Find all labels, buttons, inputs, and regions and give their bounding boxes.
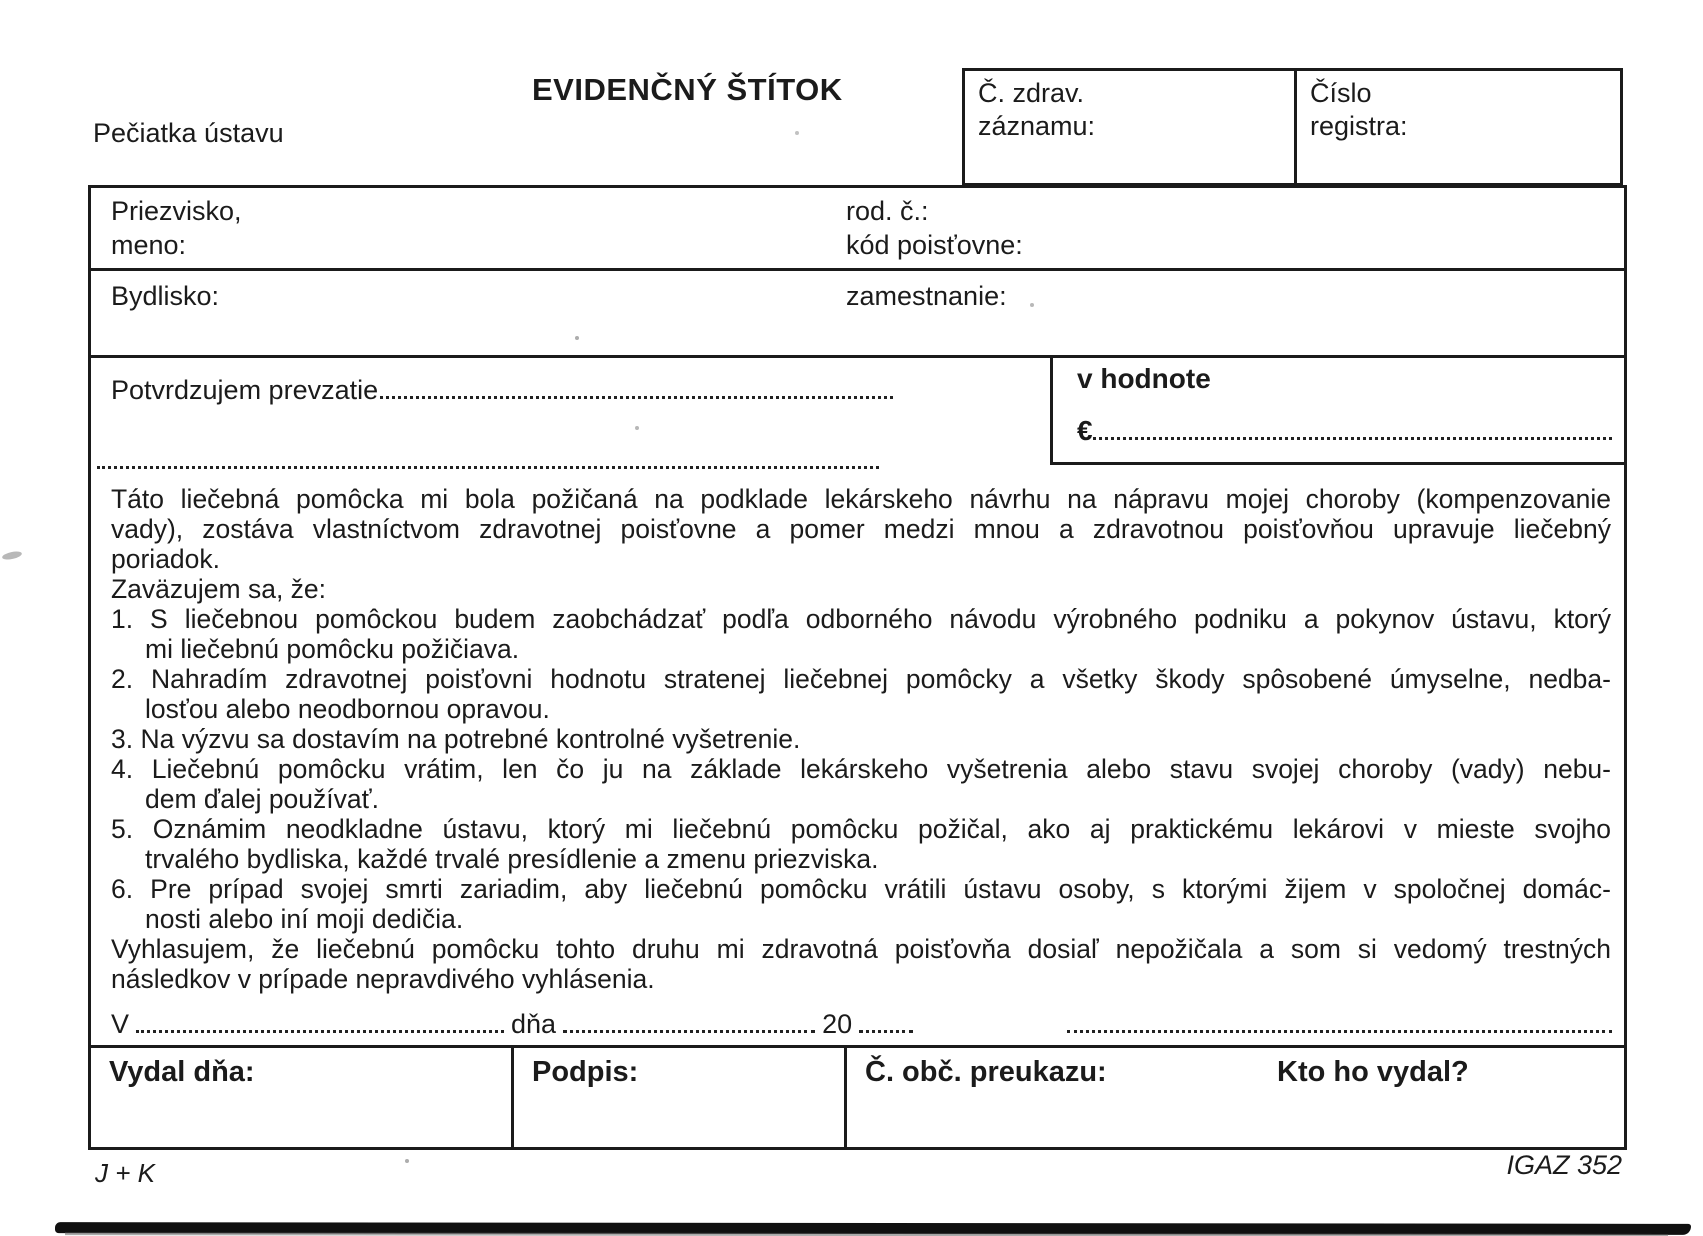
id-card-label: Č. obč. preukazu: [865,1056,1107,1088]
signature-label: Podpis: [532,1056,639,1088]
legal-text-line: následkov v prípade nepravdivého vyhlásenia. [111,964,655,994]
place-prefix-label: V [111,1009,130,1039]
issued-on-cell [91,1048,514,1147]
health-record-number-box [965,71,1297,183]
health-record-label-line1: Č. zdrav. [978,78,1085,108]
legal-text-block [111,484,1611,994]
name-row [91,188,1624,271]
legal-text-line: dem ďalej používať. [145,784,379,814]
birth-insurer-labels [846,194,1023,262]
register-label-line2: registra: [1310,111,1408,141]
occupation-label: zamestnanie: [846,281,1007,311]
signature-dotted-line [1067,1008,1612,1033]
value-box [1050,355,1624,465]
dotted-fill-line [563,1008,815,1033]
dotted-fill-line [859,1008,913,1033]
euro-amount-line [1077,415,1612,447]
id-card-cell [847,1048,1624,1147]
residence-row [91,271,1624,358]
legal-text-line: poriadok. [111,544,221,574]
legal-text-line: 5. Oznámim neodkladne ústavu, ktorý mi liečebnú pomôcku požičal, ako aj praktickému lekárovi v mieste svojho [111,814,1611,844]
stamp-area-label: Pečiatka ústavu [93,118,284,148]
value-label: v hodnote [1077,363,1211,394]
legal-text-line: 3. Na výzvu sa dostavím na potrebné kontrolné vyšetrenie. [111,724,801,754]
issued-on-label: Vydal dňa: [109,1056,255,1088]
dotted-fill-line [136,1008,504,1033]
health-record-label-line2: záznamu: [978,111,1096,141]
legal-text-line: losťou alebo neodbornou opravou. [145,694,550,724]
dotted-fill-line [1093,415,1612,440]
euro-symbol: € [1077,415,1093,446]
form-code: IGAZ 352 [1506,1150,1622,1180]
scan-speck-artifacts [575,336,579,340]
header-boxes [962,68,1623,186]
legal-text-line: Táto liečebná pomôcka mi bola požičaná na podklade lekárskeho návrhu na nápravu mojej choroby (kompenzovanie [111,484,1611,514]
page-title: EVIDENČNÝ ŠTÍTOK [532,72,843,107]
year-prefix-label: 20 [822,1009,853,1039]
confirm-receipt-label: Potvrdzujem prevzatie [111,375,379,405]
legal-text-line: 4. Liečebnú pomôcku vrátim, len čo ju na základe lekárskeho vyšetrenia alebo stavu svojej choroby (vady) nebu- [111,754,1611,784]
issuer-label: Kto ho vydal? [1277,1056,1469,1088]
main-form-box [88,185,1627,1150]
signature-cell [514,1048,847,1147]
surname-name-label: Priezvisko, meno: [111,196,242,260]
legal-text-line: vady), zostáva vlastníctvom zdravotnej poisťovne a pomer medzi mnou a zdravotnou poisťovňou upravuje liečebný [111,514,1611,544]
legal-text-line: nosti alebo iní moji dedičia. [145,904,464,934]
dotted-fill-line [380,374,893,399]
insurer-code-label: kód poisťovne: [846,230,1023,260]
legal-text-line: 6. Pre prípad svojej smrti zariadim, aby liečebnú pomôcku vrátili ústavu osoby, s ktorými žijem v spoločnej domác- [111,874,1611,904]
confirm-receipt-line [111,374,893,406]
register-number-box [1297,71,1620,183]
legal-text-line: mi liečebnú pomôcku požičiava. [145,634,520,664]
legal-text-line: Vyhlasujem, že liečebnú pomôcku tohto druhu mi zdravotná poisťovňa dosiaľ nepožičala a som si vedomý trestných [111,934,1611,964]
scan-smudge-artifact [1,550,22,561]
legal-text-line: Zaväzujem sa, že: [111,574,327,604]
legal-text-line: 1. S liečebnou pomôckou budem zaobchádzať podľa odborného návodu výrobného podniku a pokynov ústavu, ktorý [111,604,1611,634]
date-label: dňa [511,1009,557,1039]
register-label-line1: Číslo [1310,78,1372,108]
residence-label: Bydlisko: [111,281,220,311]
scan-edge-artifact [55,1222,1691,1235]
issue-info-row [91,1045,1624,1147]
place-date-signature-line [111,1008,1612,1040]
legal-text-line: 2. Nahradím zdravotnej poisťovni hodnotu stratenej liečebnej pomôcky a všetky škody spôsobené úmyselne, nedba- [111,664,1611,694]
birth-number-label: rod. č.: [846,196,929,226]
legal-text-line: trvalého bydliska, každé trvalé presídlenie a zmenu priezviska. [145,844,879,874]
printer-mark: J + K [95,1158,155,1188]
dotted-fill-line [97,440,879,469]
